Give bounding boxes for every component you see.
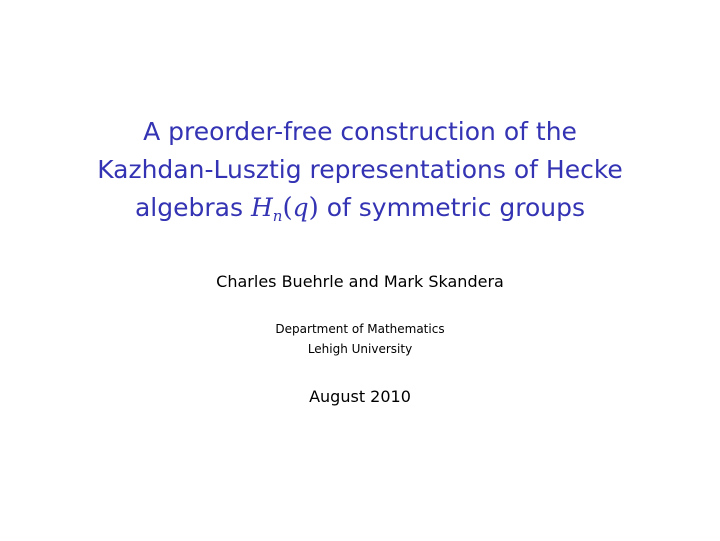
title-line-3-start: algebras [134,193,251,222]
title-line-2: Kazhdan-Lusztig representations of Hecke [97,155,623,184]
department: Department of Mathematics [275,322,445,336]
title-line-1: A preorder-free construction of the [143,117,577,146]
title-line-3-end: of symmetric groups [318,193,586,222]
close-paren: ) [308,193,319,223]
authors: Charles Buehrle and Mark Skandera [216,272,504,291]
slide-title [60,113,660,230]
date: August 2010 [309,387,411,406]
university: Lehigh University [307,342,413,356]
hecke-subscript: n [272,207,283,225]
open-paren: ( [282,193,293,223]
hecke-symbol: H [250,193,273,222]
hecke-parameter: q [292,193,309,222]
title-line-3 [60,189,660,230]
institute [0,319,720,359]
